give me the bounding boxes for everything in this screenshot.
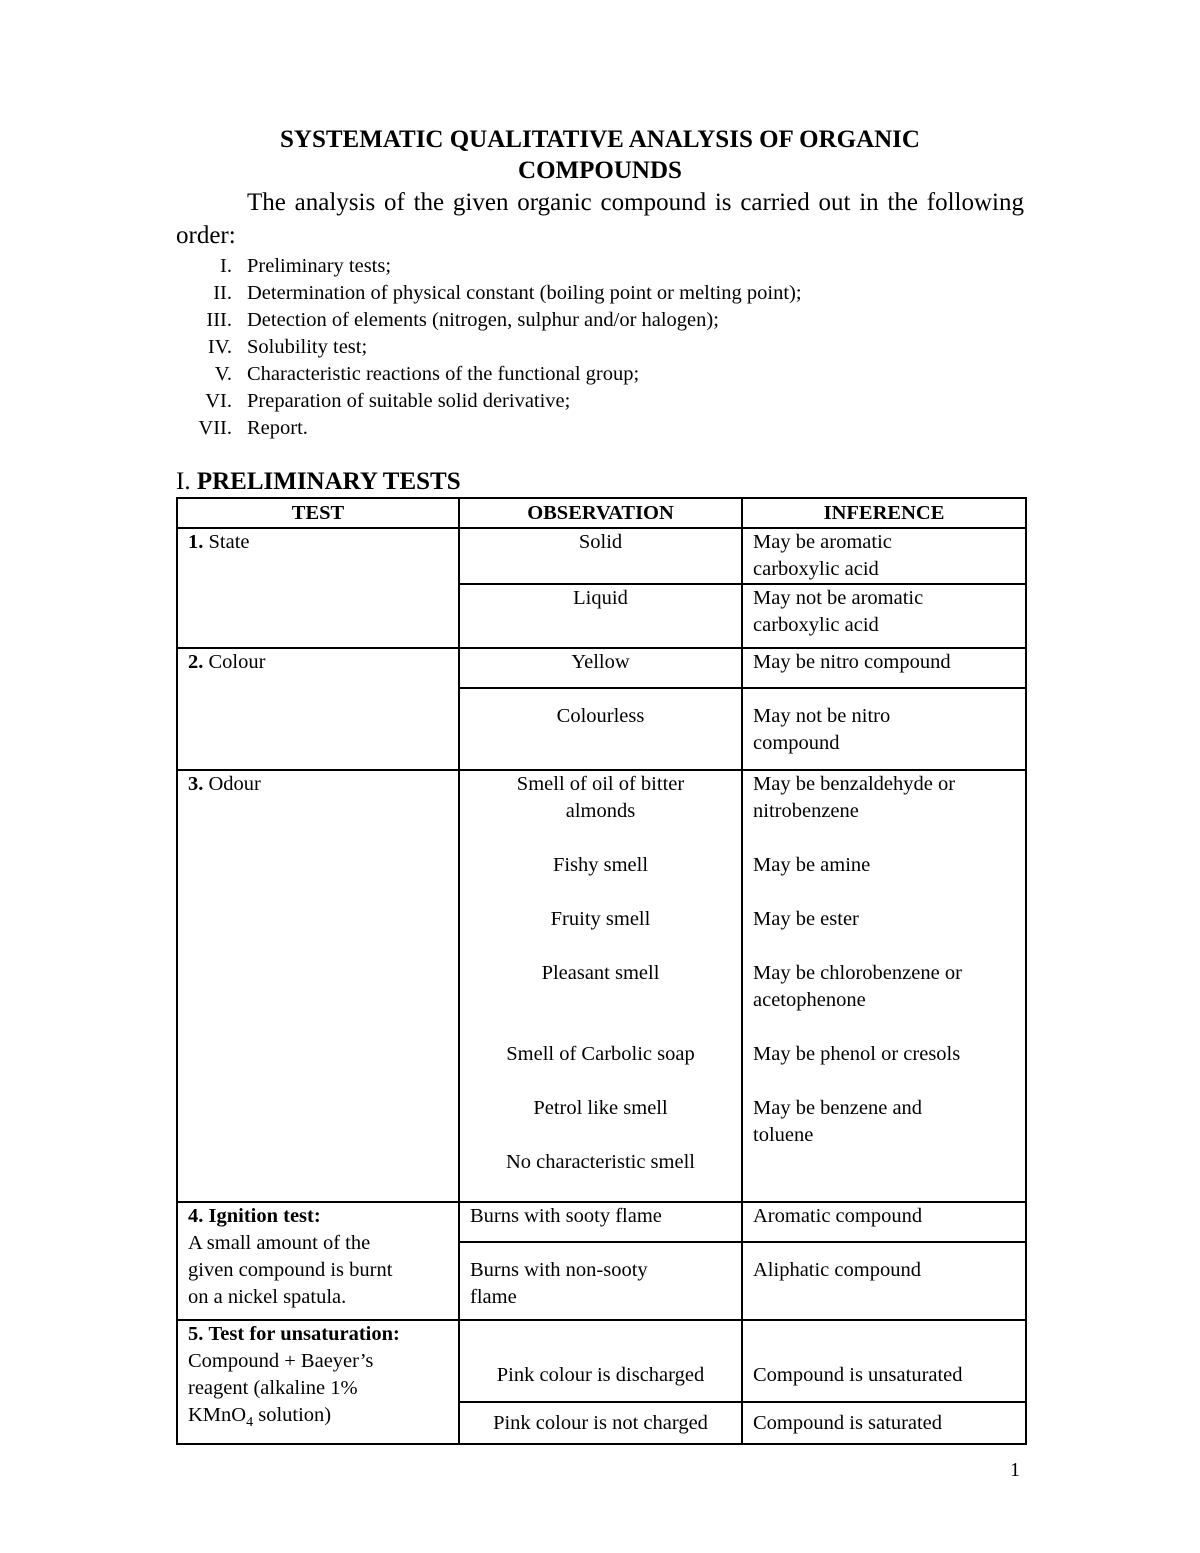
inference-text: Aliphatic compound [753,1259,921,1281]
observation-text: Smell of oil of bitter [516,773,685,795]
list-number: I. [220,255,232,277]
test-number: 1. [188,531,204,553]
observation-cell [459,584,742,648]
list-text: Solubility test; [247,336,368,358]
inference-text: May be aromatic [753,531,892,553]
inference-cell [742,648,1026,688]
observation-text: No characteristic smell [506,1151,695,1173]
list-item [176,388,1024,415]
inference-text: Compound is unsaturated [753,1364,963,1386]
inference-text: compound [753,732,840,754]
observation-text: Liquid [573,587,628,609]
inference-cell [742,1202,1026,1242]
section-title: PRELIMINARY TESTS [196,468,461,495]
observation-text: Pink colour is discharged [496,1364,705,1386]
table-row [177,770,1026,1202]
observation-text: Yellow [571,651,630,673]
section-number: I. [176,468,191,495]
inference-text: toluene [753,1124,814,1146]
observation-text: Petrol like smell [533,1097,668,1119]
observation-text: Fruity smell [550,908,651,930]
list-number: VI. [205,390,232,412]
inference-cell [742,584,1026,648]
list-text: Preparation of suitable solid derivative; [247,390,571,412]
inference-cell [742,528,1026,584]
list-item [176,280,1024,307]
test-number: 2. [188,651,204,673]
list-text: Report. [247,417,308,439]
list-item [176,307,1024,334]
table-row [177,1320,1026,1402]
inference-text: Aromatic compound [753,1205,923,1227]
test-odour [177,770,459,1202]
list-item [176,253,1024,280]
inference-cell [742,770,1026,1202]
observation-text: Pleasant smell [541,962,660,984]
formula-text: KMnO [188,1404,247,1426]
test-name: Odour [208,773,261,795]
observation-cell [459,1242,742,1320]
observation-text: Burns with non-sooty [470,1259,648,1281]
inference-text: May be amine [753,854,871,876]
inference-text: May be phenol or cresols [753,1043,961,1065]
list-text: Detection of elements (nitrogen, sulphur and/or halogen); [247,309,719,331]
inference-text: May be chlorobenzene or [753,962,962,984]
test-state [177,528,459,648]
inference-text: May be benzaldehyde or [753,773,956,795]
test-name: State [208,531,250,553]
test-description: reagent (alkaline 1% [188,1377,358,1399]
test-ignition [177,1202,459,1320]
inference-text: May be nitro compound [753,651,951,673]
inference-cell [742,1320,1026,1402]
list-text: Characteristic reactions of the functional group; [247,363,640,385]
inference-text: May not be aromatic [753,587,924,609]
observation-text: Colourless [556,705,645,727]
inference-text: Compound is saturated [753,1411,943,1434]
observation-cell [459,688,742,770]
observation-cell [459,648,742,688]
test-description: Compound + Baeyer’s [188,1350,374,1372]
test-name: Ignition test: [208,1205,321,1227]
page-number: 1 [1010,1459,1020,1481]
observation-text: almonds [565,800,636,822]
observation-text: flame [470,1286,517,1308]
header-inference: INFERENCE [742,498,1026,528]
inference-text: nitrobenzene [753,800,859,822]
table-row [177,648,1026,688]
inference-text: May not be nitro [753,705,891,727]
test-description: on a nickel spatula. [188,1286,347,1308]
inference-text: May be ester [753,908,859,930]
list-number: VII. [198,417,232,439]
list-text: Preliminary tests; [247,255,392,277]
table-header-row [177,498,1026,528]
inference-text: carboxylic acid [753,558,879,580]
observation-cell [459,770,742,1202]
title-line-1: SYSTEMATIC QUALITATIVE ANALYSIS OF ORGANIC [280,126,920,153]
observation-text: Solid [578,531,623,553]
inference-cell [742,1402,1026,1444]
document-title [0,124,1200,186]
observation-text: Pink colour is not charged [493,1411,708,1434]
test-number: 4. [188,1205,204,1227]
list-item [176,415,1024,442]
observation-cell [459,1202,742,1242]
test-number: 5. [188,1323,204,1345]
test-description: given compound is burnt [188,1259,393,1281]
test-number: 3. [188,773,204,795]
list-text: Determination of physical constant (boiling point or melting point); [247,282,802,304]
table-row [177,528,1026,584]
inference-cell [742,688,1026,770]
section-heading [176,466,461,498]
list-number: IV. [207,336,232,358]
intro-text: The analysis of the given organic compound is carried out in the following order: [176,189,1024,249]
observation-cell [459,1402,742,1444]
list-number: V. [214,363,232,385]
test-unsaturation [177,1320,459,1444]
observation-text: Smell of Carbolic soap [506,1043,695,1065]
list-number: II. [213,282,232,304]
header-observation: OBSERVATION [459,498,742,528]
inference-text: acetophenone [753,989,866,1011]
observation-text: Fishy smell [552,854,649,876]
inference-cell [742,1242,1026,1320]
formula-subscript: 4 [246,1415,254,1431]
list-number: III. [206,309,232,331]
analysis-order-list [176,253,1024,442]
test-name: Test for unsaturation: [208,1323,400,1345]
intro-paragraph [176,186,1024,252]
title-line-2: COMPOUNDS [518,157,682,184]
test-colour [177,648,459,770]
test-description [188,1402,448,1436]
observation-text: Burns with sooty flame [470,1205,662,1227]
list-item [176,334,1024,361]
observation-cell [459,528,742,584]
observation-cell [459,1320,742,1402]
inference-text: carboxylic acid [753,614,879,636]
inference-text: May be benzene and [753,1097,923,1119]
list-item [176,361,1024,388]
table-row [177,1202,1026,1242]
preliminary-tests-table [176,497,1027,1445]
test-name: Colour [208,651,266,673]
test-description: A small amount of the [188,1232,371,1254]
formula-suffix: solution) [253,1404,332,1426]
header-test: TEST [177,498,459,528]
